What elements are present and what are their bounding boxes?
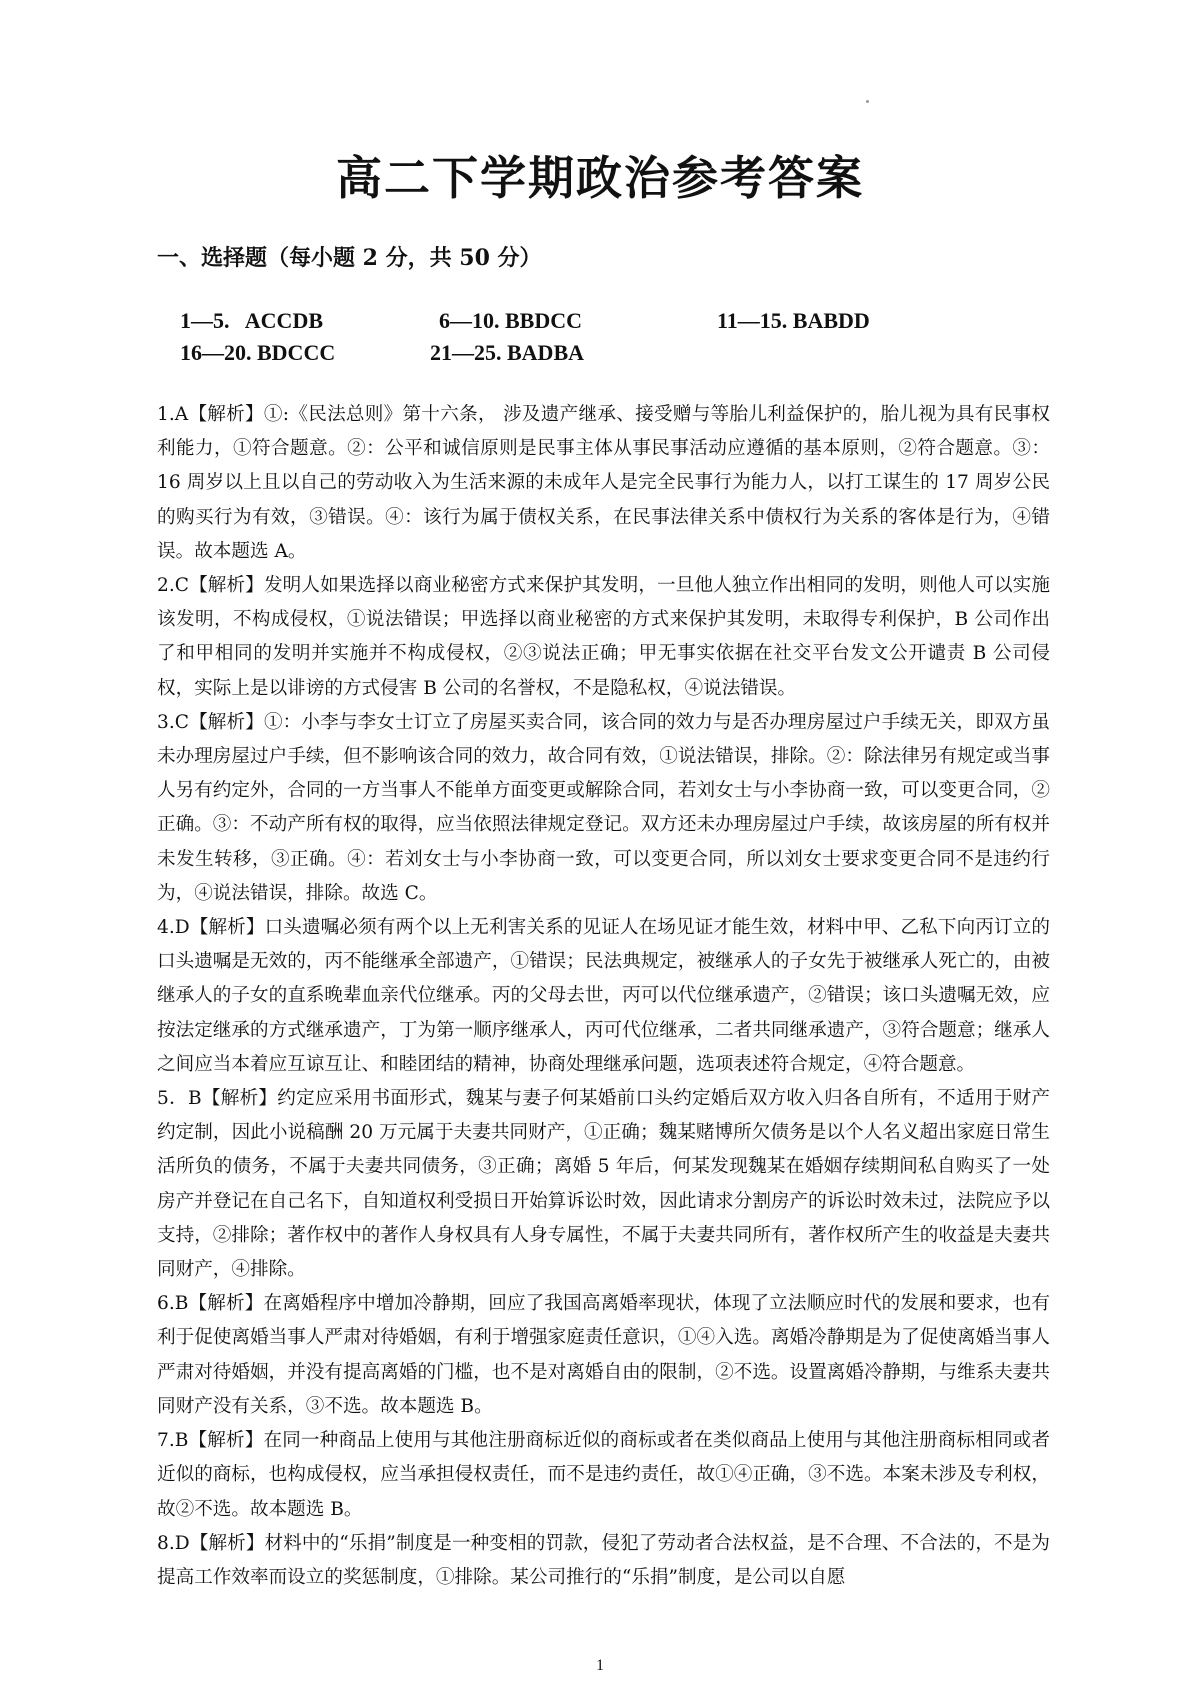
page-number: 1 [596,1657,604,1674]
answer-key-group: 21—25. BADBA [430,340,585,365]
explanation-item: 6.B【解析】在离婚程序中增加冷静期，回应了我国高离婚率现状，体现了立法顺应时代的发展和要求，也有利于促使离婚当事人严肃对待婚姻，有利于增强家庭责任意识，①④入选。离婚冷静期是为了促使离婚当事人严肃对待婚姻，并没有提高离婚的门槛，也不是对离婚自由的限制，②不选。设置离婚冷静期，与维系夫妻共同财产没有关系，③不选。故本题选 B。 [157,1293,1050,1417]
answer-key-group: 6—10. BBDCC [439,308,583,333]
explanation-item: 2.C【解析】发明人如果选择以商业秘密方式来保护其发明，一旦他人独立作出相同的发明，则他人可以实施该发明，不构成侵权，①说法错误；甲选择以商业秘密的方式来保护其发明，未取得专利保护，B 公司作出了和甲相同的发明并实施并不构成侵权，②③说法正确；甲无事实依据在社交平台发文公开谴责 B 公司侵权，实际上是以诽谤的方式侵害 B 公司的名誉权，不是隐私权，④说法错误。 [157,575,1050,699]
answer-key-group: 16—20. BDCCC [180,340,336,365]
explanation-item: 4.D【解析】口头遗嘱必须有两个以上无利害关系的见证人在场见证才能生效，材料中甲、乙私下向丙订立的口头遗嘱是无效的，丙不能继承全部遗产，①错误；民法典规定，被继承人的子女先于被继承人死亡的，由被继承人的子女的直系晚辈血亲代位继承。丙的父母去世，丙可以代位继承遗产，②错误；该口头遗嘱无效，应按法定继承的方式继承遗产，丁为第一顺序继承人，丙可代位继承，二者共同继承遗产，③符合题意；继承人之间应当本着应互谅互让、和睦团结的精神，协商处理继承问题，选项表述符合规定，④符合题意。 [157,917,1050,1075]
answer-key-group: 11—15. BABDD [717,308,870,333]
explanation-item: 1.A【解析】①:《民法总则》第十六条， 涉及遗产继承、接受赠与等胎儿利益保护的，胎儿视为具有民事权利能力，①符合题意。②：公平和诚信原则是民事主体从事民事活动应遵循的基本原则，②符合题意。③：16 周岁以上且以自己的劳动收入为生活来源的未成年人是完全民事行为能力人，以打工谋生的 17 周岁公民的购买行为有效，③错误。④：该行为属于债权关系，在民事法律关系中债权行为关系的客体是行为，④错误。故本题选 A。 [157,404,1050,562]
explanation-item: 8.D【解析】材料中的“乐捐”制度是一种变相的罚款，侵犯了劳动者合法权益，是不合理、不合法的，不是为提高工作效率而设立的奖惩制度，①排除。某公司推行的“乐捐”制度，是公司以自愿 [157,1532,1050,1588]
explanation-item: 7.B【解析】在同一种商品上使用与其他注册商标近似的商标或者在类似商品上使用与其他注册商标相同或者近似的商标，也构成侵权，应当承担侵权责任，而不是违约责任，故①④正确，③不选。本案未涉及专利权，故②不选。故本题选 B。 [157,1430,1050,1520]
explanations [157,398,1050,1595]
explanation-item: 3.C【解析】①：小李与李女士订立了房屋买卖合同，该合同的效力与是否办理房屋过户手续无关，即双方虽未办理房屋过户手续，但不影响该合同的效力，故合同有效，①说法错误，排除。②：除法律另有规定或当事人另有约定外，合同的一方当事人不能单方面变更或解除合同，若刘女士与小李协商一致，可以变更合同，②正确。③：不动产所有权的取得，应当依照法律规定登记。双方还未办理房屋过户手续，故该房屋的所有权并未发生转移，③正确。④：若刘女士与小李协商一致，可以变更合同，所以刘女士要求变更合同不是违约行为，④说法错误，排除。故选 C。 [157,711,1050,904]
page-mark-dot [866,100,869,103]
explanation-item: 5．B【解析】约定应采用书面形式，魏某与妻子何某婚前口头约定婚后双方收入归各自所有，不适用于财产约定制，因此小说稿酬 20 万元属于夫妻共同财产，①正确；魏某赌博所欠债务是以个人名义超出家庭日常生活所负的债务，不属于夫妻共同债务，③正确；离婚 5 年后，何某发现魏某在婚姻存续期间私自购买了一处房产并登记在自己名下，自知道权利受损日开始算诉讼时效，因此请求分割房产的诉讼时效未过，法院应予以支持，②排除；著作权中的著作人身权具有人身专属性，不属于夫妻共同所有，著作权所产生的收益是夫妻共同财产，④排除。 [157,1088,1050,1281]
document-title: 高二下学期政治参考答案 [336,151,864,205]
answer-key-group: 1—5. ACCDB [180,308,324,333]
answer-key [180,306,1060,376]
section-heading: 一、选择题（每小题 2 分，共 50 分） [157,245,542,271]
